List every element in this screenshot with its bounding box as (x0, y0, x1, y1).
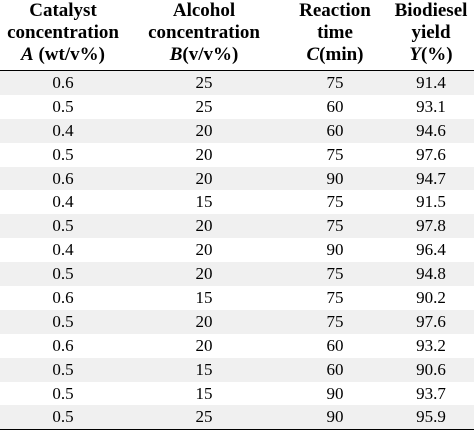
header-row (0, 0, 474, 71)
header-variable-line (282, 44, 388, 66)
time-cell: 90 (282, 382, 388, 406)
alcohol-cell: 15 (126, 286, 282, 310)
table-row (0, 310, 474, 334)
header-line: yield (411, 22, 451, 43)
catalyst-cell: 0.6 (0, 71, 126, 95)
time-cell: 90 (282, 238, 388, 262)
alcohol-cell: 20 (126, 167, 282, 191)
yield-cell: 95.9 (388, 405, 474, 429)
catalyst-cell: 0.5 (0, 214, 126, 238)
table-row (0, 71, 474, 95)
time-cell: 60 (282, 119, 388, 143)
catalyst-cell: 0.5 (0, 382, 126, 406)
header-line: Catalyst (29, 0, 97, 21)
table-row (0, 405, 474, 429)
catalyst-cell: 0.5 (0, 405, 126, 429)
yield-cell: 97.6 (388, 310, 474, 334)
alcohol-cell: 20 (126, 238, 282, 262)
header-variable: B (169, 44, 183, 65)
time-cell: 75 (282, 214, 388, 238)
table-row (0, 190, 474, 214)
catalyst-cell: 0.5 (0, 310, 126, 334)
catalyst-cell: 0.6 (0, 167, 126, 191)
catalyst-cell: 0.5 (0, 95, 126, 119)
time-cell: 75 (282, 286, 388, 310)
yield-cell: 90.2 (388, 286, 474, 310)
table-body (0, 71, 474, 430)
table-row (0, 214, 474, 238)
catalyst-cell: 0.4 (0, 119, 126, 143)
alcohol-cell: 15 (126, 382, 282, 406)
alcohol-cell: 15 (126, 190, 282, 214)
alcohol-cell: 25 (126, 405, 282, 429)
yield-cell: 94.7 (388, 167, 474, 191)
yield-cell: 91.4 (388, 71, 474, 95)
time-cell: 75 (282, 190, 388, 214)
time-cell: 90 (282, 167, 388, 191)
header-line: Biodiesel (394, 0, 468, 21)
catalyst-cell: 0.5 (0, 262, 126, 286)
header-variable: A (21, 44, 34, 65)
alcohol-cell: 25 (126, 71, 282, 95)
header-biodiesel-yield (388, 0, 474, 71)
alcohol-cell: 20 (126, 310, 282, 334)
header-variable: Y (409, 44, 421, 65)
catalyst-cell: 0.4 (0, 238, 126, 262)
catalyst-cell: 0.4 (0, 190, 126, 214)
yield-cell: 94.6 (388, 119, 474, 143)
catalyst-cell: 0.5 (0, 143, 126, 167)
table-row (0, 238, 474, 262)
header-line: Alcohol (172, 0, 236, 21)
table-header (0, 0, 474, 71)
header-unit: (v/v%) (182, 44, 239, 65)
header-variable-line (388, 44, 474, 66)
yield-cell: 93.2 (388, 334, 474, 358)
table-row (0, 334, 474, 358)
yield-cell: 90.6 (388, 358, 474, 382)
yield-cell: 94.8 (388, 262, 474, 286)
header-reaction-time (282, 0, 388, 71)
table-row (0, 167, 474, 191)
alcohol-cell: 25 (126, 95, 282, 119)
alcohol-cell: 15 (126, 358, 282, 382)
alcohol-cell: 20 (126, 119, 282, 143)
header-line: time (317, 22, 353, 43)
alcohol-cell: 20 (126, 334, 282, 358)
time-cell: 60 (282, 358, 388, 382)
catalyst-cell: 0.5 (0, 358, 126, 382)
header-line: concentration (7, 22, 119, 43)
time-cell: 60 (282, 95, 388, 119)
table-row (0, 262, 474, 286)
catalyst-cell: 0.6 (0, 286, 126, 310)
time-cell: 75 (282, 143, 388, 167)
table-row (0, 358, 474, 382)
header-line: Reaction (299, 0, 371, 21)
header-line: concentration (148, 22, 260, 43)
header-variable: C (306, 44, 320, 65)
catalyst-cell: 0.6 (0, 334, 126, 358)
alcohol-cell: 20 (126, 143, 282, 167)
table-row (0, 119, 474, 143)
yield-cell: 96.4 (388, 238, 474, 262)
table-row (0, 95, 474, 119)
time-cell: 75 (282, 310, 388, 334)
header-variable-line (126, 44, 282, 66)
yield-cell: 91.5 (388, 190, 474, 214)
time-cell: 60 (282, 334, 388, 358)
table-row (0, 143, 474, 167)
header-unit: (wt/v%) (38, 44, 105, 65)
yield-cell: 93.1 (388, 95, 474, 119)
yield-cell: 97.6 (388, 143, 474, 167)
header-unit: (min) (319, 44, 364, 65)
header-variable-line (0, 44, 126, 66)
time-cell: 90 (282, 405, 388, 429)
header-alcohol-concentration (126, 0, 282, 71)
alcohol-cell: 20 (126, 214, 282, 238)
header-catalyst-concentration (0, 0, 126, 71)
time-cell: 75 (282, 262, 388, 286)
table-row (0, 286, 474, 310)
alcohol-cell: 20 (126, 262, 282, 286)
yield-cell: 93.7 (388, 382, 474, 406)
time-cell: 75 (282, 71, 388, 95)
yield-cell: 97.8 (388, 214, 474, 238)
header-unit: (%) (420, 44, 453, 65)
table-row (0, 382, 474, 406)
